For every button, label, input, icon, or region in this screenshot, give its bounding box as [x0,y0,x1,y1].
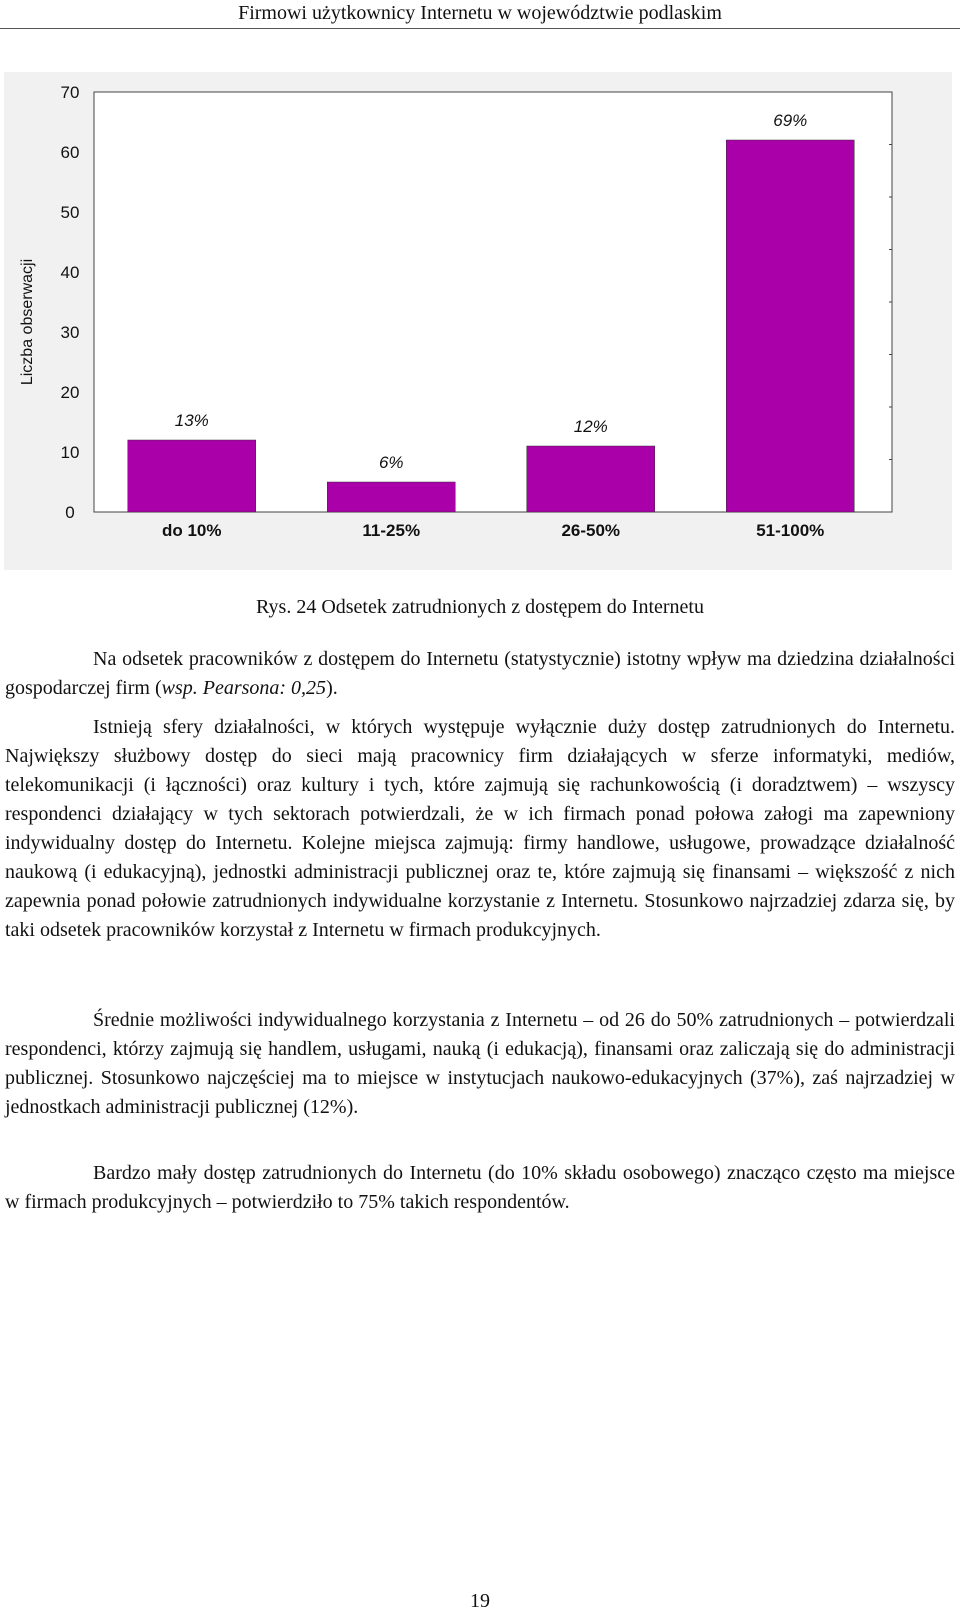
y-tick-label: 30 [60,323,80,342]
y-tick-label: 40 [60,263,80,282]
bar [327,482,455,512]
x-tick-label: 11-25% [362,521,421,540]
bar [128,440,256,512]
y-axis-title: Liczba obserwacji [19,258,36,386]
bar [726,140,854,512]
data-label: 12% [573,417,608,436]
y-tick-label: 50 [60,203,80,222]
running-header-title: Firmowi użytkownicy Internetu w województwie podlaskim [238,2,722,24]
data-label: 6% [378,453,404,472]
bar-chart [4,72,952,570]
x-tick-label: 26-50% [561,521,621,540]
running-header [0,0,960,29]
bar-chart-svg [4,72,952,570]
y-tick-label: 70 [60,83,80,102]
x-tick-label: 51-100% [756,521,825,540]
paragraph-1-italic: wsp. Pearsona: 0,25 [161,677,327,699]
figure-caption: Rys. 24 Odsetek zatrudnionych z dostępem do Internetu [256,596,704,618]
y-tick-label: 60 [60,143,80,162]
data-label: 69% [773,111,808,130]
y-tick-label: 20 [60,383,80,402]
paragraph-2: Istnieją sfery działalności, w których występuje wyłącznie duży dostęp zatrudnionych do Internetu. Największy służbowy dostęp do sieci mają pracownicy firm działających w sferze informatyki, mediów, telekomunikacji (i łączności) oraz kultury i tych, które zajmują się rachunkowością (i doradztwem) – wszyscy respondenci działający w tych sektorach potwierdzali, że w ich firmach ponad połowa załogi ma zapewniony indywidualny dostęp do Internetu. Kolejne miejsca zajmują: firmy handlowe, usługowe, prowadzące działalność naukową (i edukacyjną), jednostki administracji publicznej oraz te, które zajmują się finansami – większość z nich zapewnia ponad połowie zatrudnionych indywidualne korzystanie z Internetu. Stosunkowo najrzadziej zdarza się, by taki odsetek pracowników korzystał z Internetu w firmach produkcyjnych. [5,716,955,941]
paragraph-3: Średnie możliwości indywidualnego korzystania z Internetu – od 26 do 50% zatrudnionych – potwierdzali respondenci, którzy zajmują się handlem, usługami, nauką (i edukacją), finansami oraz zaliczają się do administracji publicznej. Stosunkowo najczęściej ma to miejsce w instytucjach naukowo-edukacyjnych (37%), zaś najrzadziej w jednostkach administracji publicznej (12%). [5,1009,955,1118]
paragraph-4: Bardzo mały dostęp zatrudnionych do Internetu (do 10% składu osobowego) znacząco często ma miejsce w firmach produkcyjnych – potwierdziło to 75% takich respondentów. [5,1162,955,1213]
x-tick-label: do 10% [161,521,222,540]
data-label: 13% [174,411,209,430]
y-tick-label: 10 [60,443,80,462]
page-number: 19 [470,1590,490,1612]
bar [527,446,655,512]
paragraph-1-text: Na odsetek pracowników z dostępem do Internetu (statystycznie) istotny wpływ ma dziedzina działalności gospodarczej firm ( [5,648,955,699]
paragraph-1-end: ). [326,677,338,699]
paragraph-1 [5,645,955,703]
y-tick-label: 0 [65,503,75,522]
